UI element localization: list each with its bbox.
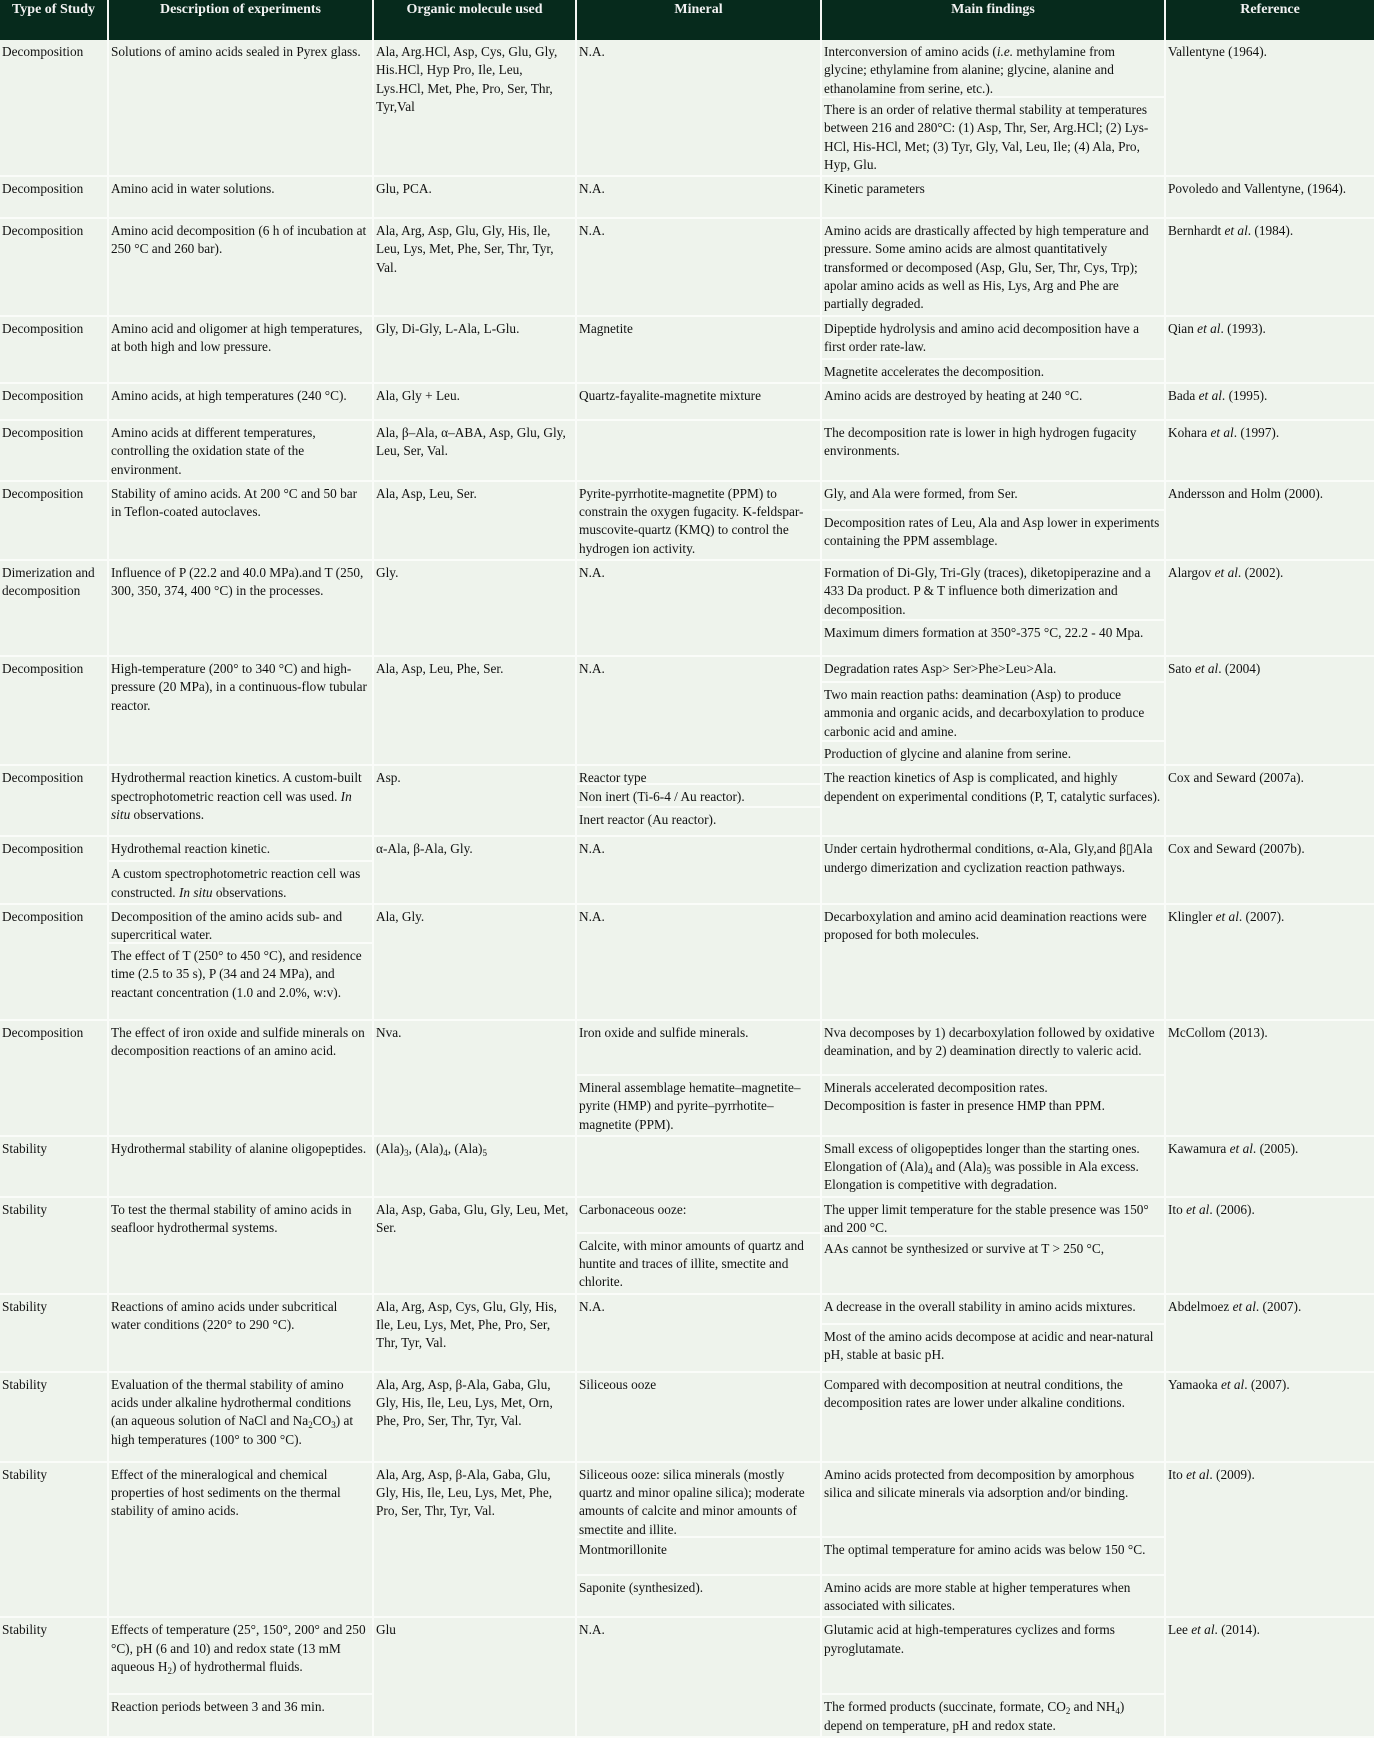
header-molecule: Organic molecule used bbox=[373, 0, 576, 40]
cell-description: Amino acid decomposition (6 h of incubation at 250 °C and 260 bar). bbox=[108, 218, 373, 315]
cell-findings: A decrease in the overall stability in amino acids mixtures. Most of the amino acids decompose at acidic and near-natural pH, stable at basic pH. bbox=[821, 1294, 1165, 1372]
cell-mineral: Magnetite bbox=[576, 316, 821, 383]
cell-mineral bbox=[576, 420, 821, 481]
cell-mineral: Reactor type Non inert (Ti-6-4 / Au reactor). Inert reactor (Au reactor). bbox=[576, 765, 821, 836]
table-row bbox=[0, 420, 1374, 481]
table-row bbox=[0, 1197, 1374, 1294]
cell-description: Decomposition of the amino acids sub- and supercritical water. The effect of T (250° to 450 °C), and residence time (2.5 to 35 s), P (34 and 24 MPa), and reactant concentration (1.0 and 2.0%, w:v). bbox=[108, 904, 373, 1020]
cell-molecule: Nva. bbox=[373, 1020, 576, 1136]
table-row bbox=[0, 904, 1374, 1020]
cell-description: Amino acids, at high temperatures (240 °C). bbox=[108, 383, 373, 420]
cell-findings: The reaction kinetics of Asp is complicated, and highly dependent on experimental conditions (P, T, catalytic surfaces). bbox=[821, 765, 1165, 836]
table-row bbox=[0, 1617, 1374, 1737]
table-row bbox=[0, 40, 1374, 176]
cell-type: Decomposition bbox=[0, 40, 108, 176]
cell-reference: Klingler et al. (2007). bbox=[1165, 904, 1374, 1020]
cell-mineral: Carbonaceous ooze: Calcite, with minor amounts of quartz and huntite and traces of illite, smectite and chlorite. bbox=[576, 1197, 821, 1294]
cell-molecule: Ala, Arg, Asp, β-Ala, Gaba, Glu, Gly, His, Ile, Leu, Lys, Met, Orn, Phe, Pro, Ser, Thr, Tyr, Val. bbox=[373, 1372, 576, 1462]
cell-molecule: Gly. bbox=[373, 560, 576, 656]
cell-mineral: N.A. bbox=[576, 40, 821, 176]
cell-molecule: Ala, Arg, Asp, β-Ala, Gaba, Glu, Gly, His, Ile, Leu, Lys, Met, Phe, Pro, Ser, Thr, Tyr, Val. bbox=[373, 1462, 576, 1618]
cell-description: Stability of amino acids. At 200 °C and 50 bar in Teflon-coated autoclaves. bbox=[108, 481, 373, 560]
cell-molecule: Ala, Arg, Asp, Glu, Gly, His, Ile, Leu, Lys, Met, Phe, Ser, Thr, Tyr, Val. bbox=[373, 218, 576, 315]
cell-reference: Bernhardt et al. (1984). bbox=[1165, 218, 1374, 315]
cell-description: Effects of temperature (25°, 150°, 200° and 250 °C), pH (6 and 10) and redox state (13 mM aqueous $H_2$) of hydrothermal fluids. Reaction periods between 3 and 36 min. bbox=[108, 1617, 373, 1737]
cell-findings: Small excess of oligopeptides longer than the starting ones. Elongation of $(Ala)_4$ and $(Ala)_5$ was possible in Ala excess. Elongation is competitive with degradation. bbox=[821, 1136, 1165, 1197]
header-findings: Main findings bbox=[821, 0, 1165, 40]
cell-type: Decomposition bbox=[0, 176, 108, 218]
cell-molecule: Ala, Asp, Gaba, Glu, Gly, Leu, Met, Ser. bbox=[373, 1197, 576, 1294]
cell-reference: Abdelmoez et al. (2007). bbox=[1165, 1294, 1374, 1372]
cell-reference: Kohara et al. (1997). bbox=[1165, 420, 1374, 481]
cell-description: Effect of the mineralogical and chemical properties of host sediments on the thermal stability of amino acids. bbox=[108, 1462, 373, 1618]
table-row bbox=[0, 1462, 1374, 1618]
cell-molecule: Ala, β–Ala, α–ABA, Asp, Glu, Gly, Leu, Ser, Val. bbox=[373, 420, 576, 481]
cell-type: Decomposition bbox=[0, 836, 108, 904]
cell-mineral: Quartz-fayalite-magnetite mixture bbox=[576, 383, 821, 420]
cell-findings: Under certain hydrothermal conditions, α-Ala, Gly,and β▯Ala undergo dimerization and cyclization reaction pathways. bbox=[821, 836, 1165, 904]
cell-molecule: Ala, Gly + Leu. bbox=[373, 383, 576, 420]
cell-type: Dimerization and decomposition bbox=[0, 560, 108, 656]
cell-mineral: N.A. bbox=[576, 560, 821, 656]
cell-type: Decomposition bbox=[0, 383, 108, 420]
cell-mineral: N.A. bbox=[576, 1617, 821, 1737]
cell-type: Decomposition bbox=[0, 316, 108, 383]
cell-reference: McCollom (2013). bbox=[1165, 1020, 1374, 1136]
cell-description: High-temperature (200° to 340 °C) and high-pressure (20 MPa), in a continuous-flow tubular reactor. bbox=[108, 656, 373, 765]
cell-molecule: α-Ala, β-Ala, Gly. bbox=[373, 836, 576, 904]
cell-molecule: Gly, Di-Gly, L-Ala, L-Glu. bbox=[373, 316, 576, 383]
cell-reference: Ito et al. (2006). bbox=[1165, 1197, 1374, 1294]
cell-description: Evaluation of the thermal stability of amino acids under alkaline hydrothermal conditions (an aqueous solution of NaCl and $Na_2CO_3$) at high temperatures (100° to 300 °C). bbox=[108, 1372, 373, 1462]
cell-type: Decomposition bbox=[0, 1020, 108, 1136]
cell-description: Hydrothermal stability of alanine oligopeptides. bbox=[108, 1136, 373, 1197]
cell-description: Influence of P (22.2 and 40.0 MPa).and T (250, 300, 350, 374, 400 °C) in the processes. bbox=[108, 560, 373, 656]
cell-description: Hydrothermal reaction kinetics. A custom-built spectrophotometric reaction cell was used. In situ observations. bbox=[108, 765, 373, 836]
cell-type: Stability bbox=[0, 1617, 108, 1737]
cell-type: Decomposition bbox=[0, 481, 108, 560]
header-description: Description of experiments bbox=[108, 0, 373, 40]
cell-molecule: Glu, PCA. bbox=[373, 176, 576, 218]
table-row bbox=[0, 218, 1374, 315]
cell-description: Amino acid and oligomer at high temperatures, at both high and low pressure. bbox=[108, 316, 373, 383]
cell-reference: Sato et al. (2004) bbox=[1165, 656, 1374, 765]
cell-type: Decomposition bbox=[0, 218, 108, 315]
cell-findings: Glutamic acid at high-temperatures cyclizes and forms pyroglutamate. The formed products (succinate, formate, $CO_2$ and $NH_4$) depend on temperature, pH and redox state. bbox=[821, 1617, 1165, 1737]
cell-findings: Degradation rates Asp> Ser>Phe>Leu>Ala. Two main reaction paths: deamination (Asp) to produce ammonia and organic acids, and decarboxylation to produce carbonic acid and amine. Production of glycine and alanine from serine. bbox=[821, 656, 1165, 765]
cell-type: Stability bbox=[0, 1197, 108, 1294]
cell-findings: Gly, and Ala were formed, from Ser. Decomposition rates of Leu, Ala and Asp lower in experiments containing the PPM assemblage. bbox=[821, 481, 1165, 560]
cell-reference: Alargov et al. (2002). bbox=[1165, 560, 1374, 656]
cell-mineral: N.A. bbox=[576, 656, 821, 765]
cell-reference: Ito et al. (2009). bbox=[1165, 1462, 1374, 1618]
header-row bbox=[0, 0, 1374, 40]
cell-molecule: $(Ala)_3$, $(Ala)_4$, $(Ala)_5$ bbox=[373, 1136, 576, 1197]
header-mineral: Mineral bbox=[576, 0, 821, 40]
cell-description: Solutions of amino acids sealed in Pyrex glass. bbox=[108, 40, 373, 176]
cell-reference: Cox and Seward (2007b). bbox=[1165, 836, 1374, 904]
cell-molecule: Ala, Arg.HCl, Asp, Cys, Glu, Gly, His.HCl, Hyp Pro, Ile, Leu, Lys.HCl, Met, Phe, Pro, Ser, Thr, Tyr,Val bbox=[373, 40, 576, 176]
table-row bbox=[0, 656, 1374, 765]
cell-reference: Lee et al. (2014). bbox=[1165, 1617, 1374, 1737]
header-type: Type of Study bbox=[0, 0, 108, 40]
cell-mineral: Siliceous ooze: silica minerals (mostly quartz and minor opaline silica); moderate amounts of calcite and minor amounts of smectite and illite. Montmorillonite Saponite (synthesized). bbox=[576, 1462, 821, 1618]
cell-mineral: Siliceous ooze bbox=[576, 1372, 821, 1462]
cell-description: To test the thermal stability of amino acids in seafloor hydrothermal systems. bbox=[108, 1197, 373, 1294]
cell-mineral: N.A. bbox=[576, 836, 821, 904]
table-row bbox=[0, 1136, 1374, 1197]
cell-findings: Amino acids are destroyed by heating at 240 °C. bbox=[821, 383, 1165, 420]
table-row bbox=[0, 1294, 1374, 1372]
cell-type: Decomposition bbox=[0, 656, 108, 765]
cell-findings: Kinetic parameters bbox=[821, 176, 1165, 218]
cell-mineral: N.A. bbox=[576, 1294, 821, 1372]
header-reference: Reference bbox=[1165, 0, 1374, 40]
cell-findings: Formation of Di-Gly, Tri-Gly (traces), diketopiperazine and a 433 Da product. P & T influence both dimerization and decomposition. Maximum dimers formation at 350°-375 °C, 22.2 - 40 Mpa. bbox=[821, 560, 1165, 656]
cell-findings: Amino acids protected from decomposition by amorphous silica and silicate minerals via adsorption and/or binding. The optimal temperature for amino acids was below 150 °C. Amino acids are more stable at higher temperatures when associated with silicates. bbox=[821, 1462, 1165, 1618]
table-row bbox=[0, 1020, 1374, 1136]
cell-type: Stability bbox=[0, 1294, 108, 1372]
cell-molecule: Asp. bbox=[373, 765, 576, 836]
cell-mineral: N.A. bbox=[576, 176, 821, 218]
cell-type: Stability bbox=[0, 1136, 108, 1197]
cell-type: Stability bbox=[0, 1372, 108, 1462]
cell-mineral: Pyrite-pyrrhotite-magnetite (PPM) to constrain the oxygen fugacity. K-feldspar-muscovite-quartz (KMQ) to control the hydrogen ion activity. bbox=[576, 481, 821, 560]
cell-description: The effect of iron oxide and sulfide minerals on decomposition reactions of an amino acid. bbox=[108, 1020, 373, 1136]
table-row bbox=[0, 836, 1374, 904]
table-row bbox=[0, 383, 1374, 420]
cell-reference: Yamaoka et al. (2007). bbox=[1165, 1372, 1374, 1462]
cell-findings: Dipeptide hydrolysis and amino acid decomposition have a first order rate-law. Magnetite accelerates the decomposition. bbox=[821, 316, 1165, 383]
cell-findings: The decomposition rate is lower in high hydrogen fugacity environments. bbox=[821, 420, 1165, 481]
cell-description: Amino acid in water solutions. bbox=[108, 176, 373, 218]
cell-molecule: Ala, Gly. bbox=[373, 904, 576, 1020]
cell-reference: Bada et al. (1995). bbox=[1165, 383, 1374, 420]
cell-mineral: N.A. bbox=[576, 218, 821, 315]
table-row bbox=[0, 1372, 1374, 1462]
cell-type: Decomposition bbox=[0, 904, 108, 1020]
table-row bbox=[0, 176, 1374, 218]
cell-reference: Cox and Seward (2007a). bbox=[1165, 765, 1374, 836]
table-row bbox=[0, 765, 1374, 836]
cell-findings: Interconversion of amino acids (i.e. methylamine from glycine; ethylamine from alanine; glycine, alanine and ethanolamine from serine, etc.). There is an order of relative thermal stability at temperatures between 216 and 280°C: (1) Asp, Thr, Ser, Arg.HCl; (2) Lys-HCl, His-HCl, Met; (3) Tyr, Gly, Val, Leu, Ile; (4) Ala, Pro, Hyp, Glu. bbox=[821, 40, 1165, 176]
cell-reference: Povoledo and Vallentyne, (1964). bbox=[1165, 176, 1374, 218]
cell-findings: Compared with decomposition at neutral conditions, the decomposition rates are lower under alkaline conditions. bbox=[821, 1372, 1165, 1462]
cell-type: Stability bbox=[0, 1462, 108, 1618]
cell-molecule: Glu bbox=[373, 1617, 576, 1737]
cell-description: Amino acids at different temperatures, controlling the oxidation state of the environment. bbox=[108, 420, 373, 481]
table-row bbox=[0, 316, 1374, 383]
cell-findings: Decarboxylation and amino acid deamination reactions were proposed for both molecules. bbox=[821, 904, 1165, 1020]
table-row bbox=[0, 481, 1374, 560]
table-row bbox=[0, 560, 1374, 656]
cell-reference: Kawamura et al. (2005). bbox=[1165, 1136, 1374, 1197]
cell-description: Hydrothemal reaction kinetic. A custom spectrophotometric reaction cell was constructed. In situ observations. bbox=[108, 836, 373, 904]
cell-description: Reactions of amino acids under subcritical water conditions (220° to 290 °C). bbox=[108, 1294, 373, 1372]
cell-molecule: Ala, Asp, Leu, Phe, Ser. bbox=[373, 656, 576, 765]
cell-type: Decomposition bbox=[0, 420, 108, 481]
cell-mineral: N.A. bbox=[576, 904, 821, 1020]
cell-findings: Amino acids are drastically affected by high temperature and pressure. Some amino acids are almost quantitatively transformed or decomposed (Asp, Glu, Ser, Thr, Cys, Trp); apolar amino acids as well as His, Lys, Arg and Phe are partially degraded. bbox=[821, 218, 1165, 315]
cell-findings: Nva decomposes by 1) decarboxylation followed by oxidative deamination, and by 2) deamination directly to valeric acid. Minerals accelerated decomposition rates. Decomposition is faster in presence HMP than PPM. bbox=[821, 1020, 1165, 1136]
cell-mineral: Iron oxide and sulfide minerals. Mineral assemblage hematite–magnetite–pyrite (HMP) and pyrite–pyrrhotite–magnetite (PPM). bbox=[576, 1020, 821, 1136]
cell-type: Decomposition bbox=[0, 765, 108, 836]
cell-reference: Qian et al. (1993). bbox=[1165, 316, 1374, 383]
cell-reference: Andersson and Holm (2000). bbox=[1165, 481, 1374, 560]
cell-mineral bbox=[576, 1136, 821, 1197]
cell-findings: The upper limit temperature for the stable presence was 150° and 200 °C. AAs cannot be synthesized or survive at T > 250 °C, bbox=[821, 1197, 1165, 1294]
cell-molecule: Ala, Asp, Leu, Ser. bbox=[373, 481, 576, 560]
cell-molecule: Ala, Arg, Asp, Cys, Glu, Gly, His, Ile, Leu, Lys, Met, Phe, Pro, Ser, Thr, Tyr, Val. bbox=[373, 1294, 576, 1372]
cell-reference: Vallentyne (1964). bbox=[1165, 40, 1374, 176]
